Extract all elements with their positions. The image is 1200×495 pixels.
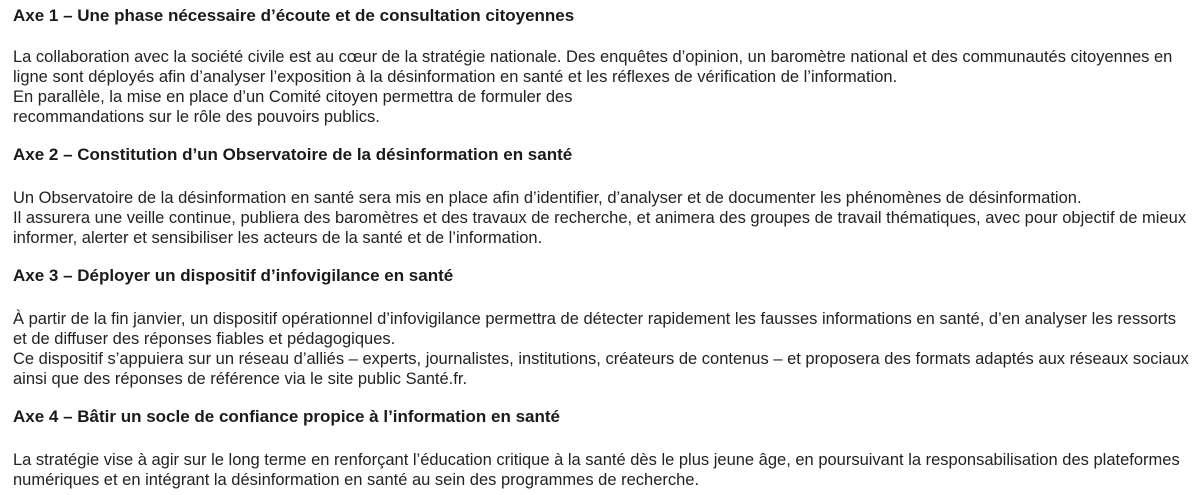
paragraph: À partir de la fin janvier, un dispositif opérationnel d’infovigilance permettra de détecter rapidement les fausses informations en santé, d’en analyser les ressorts et de diffuser des réponses fiables et pédagogiques. bbox=[13, 310, 1176, 348]
paragraph: recommandations sur le rôle des pouvoirs publics. bbox=[13, 108, 380, 126]
paragraph: En parallèle, la mise en place d’un Comité citoyen permettra de formuler des bbox=[13, 88, 573, 106]
section-body bbox=[13, 47, 1193, 127]
section-heading: Axe 2 – Constitution d’un Observatoire de la désinformation en santé bbox=[13, 145, 573, 164]
document-content bbox=[13, 0, 1193, 490]
section-heading: Axe 4 – Bâtir un socle de confiance propice à l’information en santé bbox=[13, 407, 560, 426]
section-body bbox=[13, 188, 1193, 248]
section-axe-3 bbox=[13, 266, 1193, 389]
section-axe-4 bbox=[13, 407, 1193, 490]
paragraph: Un Observatoire de la désinformation en santé sera mis en place afin d’identifier, d’analyser et de documenter les phénomènes de désinformation. bbox=[13, 189, 1082, 207]
section-body bbox=[13, 309, 1193, 389]
section-heading: Axe 1 – Une phase nécessaire d’écoute et de consultation citoyennes bbox=[13, 6, 575, 25]
paragraph: La stratégie vise à agir sur le long terme en renforçant l’éducation critique à la santé dès le plus jeune âge, en poursuivant la responsabilisation des plateformes numériques et en intégrant la désinformation en santé au sein des programmes de recherche. bbox=[13, 451, 1180, 489]
section-heading: Axe 3 – Déployer un dispositif d’infovigilance en santé bbox=[13, 266, 454, 285]
paragraph: Ce dispositif s’appuiera sur un réseau d’alliés – experts, journalistes, institutions, créateurs de contenus – et proposera des formats adaptés aux réseaux sociaux ainsi que des réponses de référence via le site public Santé.fr. bbox=[13, 350, 1189, 388]
paragraph: La collaboration avec la société civile est au cœur de la stratégie nationale. Des enquêtes d’opinion, un baromètre national et des communautés citoyennes en ligne sont déployés afin d’analyser l’exposition à la désinformation en santé et les réflexes de vérification de l’information. bbox=[13, 48, 1173, 86]
section-axe-2 bbox=[13, 145, 1193, 248]
section-body bbox=[13, 450, 1193, 490]
paragraph: Il assurera une veille continue, publiera des baromètres et des travaux de recherche, et animera des groupes de travail thématiques, avec pour objectif de mieux informer, alerter et sensibiliser les acteurs de la santé et de l’information. bbox=[13, 209, 1187, 247]
section-axe-1 bbox=[13, 6, 1193, 127]
